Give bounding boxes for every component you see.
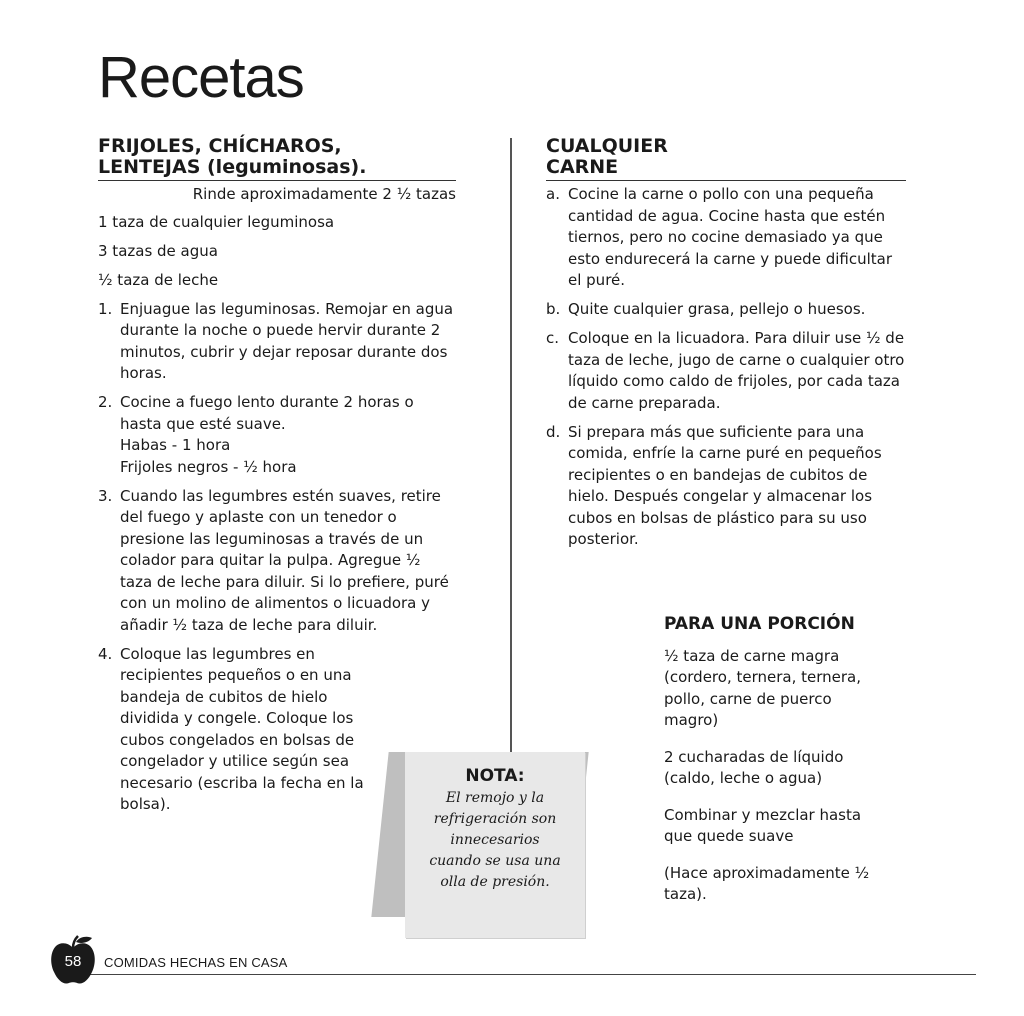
meat-heading-line1: CUALQUIER bbox=[546, 135, 668, 157]
step-letter: c. bbox=[546, 329, 560, 347]
step-letter: a. bbox=[546, 185, 560, 203]
portion-line: 2 cucharadas de líquido (caldo, leche o agua) bbox=[664, 747, 844, 787]
step-letter: b. bbox=[546, 300, 561, 318]
recipe-step-1 bbox=[98, 299, 456, 385]
ingredient-item: 1 taza de cualquier leguminosa bbox=[98, 212, 335, 231]
meat-recipe bbox=[546, 136, 906, 558]
single-portion-section bbox=[664, 614, 884, 921]
recipe-step-3 bbox=[98, 486, 456, 637]
portion-line: ½ taza de carne magra (cordero, ternera, ternera, pollo, carne de puerco magro) bbox=[664, 646, 861, 729]
step-number: 4. bbox=[98, 644, 113, 663]
footer-rule bbox=[60, 974, 976, 975]
step-text: Cocine a fuego lento durante 2 horas o hasta que esté suave. bbox=[120, 393, 414, 433]
recipe-step-2 bbox=[98, 392, 456, 478]
step-subitem: Frijoles negros - ½ hora bbox=[120, 457, 297, 476]
step-number: 1. bbox=[98, 299, 113, 318]
legumes-heading-line2: LENTEJAS (leguminosas). bbox=[98, 156, 367, 178]
step-subitem: Habas - 1 hora bbox=[120, 436, 231, 454]
step-text: Cuando las legumbres estén suaves, retire del fuego y aplaste con un tenedor o presione las leguminosas a través de un colador para quitar la pulpa. Agregue ½ taza de leche para diluir. Si lo prefiere, puré con un molino de alimentos o licuadora y añadir ½ taza de leche para diluir. bbox=[120, 486, 449, 634]
page-title: Recetas bbox=[98, 45, 304, 110]
note-card bbox=[405, 752, 585, 938]
footer-section-title: COMIDAS HECHAS EN CASA bbox=[104, 955, 288, 970]
meat-heading-line2: CARNE bbox=[546, 156, 619, 178]
meat-step-a bbox=[546, 184, 906, 292]
step-number: 2. bbox=[98, 393, 113, 411]
step-text: Cocine la carne o pollo con una pequeña cantidad de agua. Cocine hasta que estén tiernos, pero no cocine demasiado ya que esto endurecerá la carne y puede dificultar el puré. bbox=[568, 185, 892, 289]
meat-step-b bbox=[546, 299, 906, 321]
legumes-recipe bbox=[98, 136, 456, 823]
step-letter: d. bbox=[546, 422, 561, 441]
meat-heading bbox=[546, 136, 906, 181]
step-text: Coloque en la licuadora. Para diluir use ½ de taza de leche, jugo de carne o cualquier otro líquido como caldo de frijoles, por cada taza de carne preparada. bbox=[568, 329, 905, 412]
meat-step-c bbox=[546, 328, 908, 414]
recipe-yield: Rinde aproximadamente 2 ½ tazas bbox=[192, 185, 456, 203]
ingredient-item: 3 tazas de agua bbox=[98, 241, 218, 260]
note-body: El remojo y la refrigeración son innecesarios cuando se usa una olla de presión. bbox=[429, 790, 561, 890]
portion-line: (Hace aproximadamente ½ taza). bbox=[664, 863, 870, 903]
step-number: 3. bbox=[98, 486, 113, 505]
legumes-heading-line1: FRIJOLES, CHÍCHAROS, bbox=[98, 135, 342, 157]
ingredient-item: ½ taza de leche bbox=[98, 270, 219, 289]
step-text: Enjuague las leguminosas. Remojar en agua durante la noche o puede hervir durante 2 minutos, cubrir y dejar reposar durante dos horas. bbox=[120, 299, 454, 382]
note-title: NOTA: bbox=[465, 766, 525, 786]
recipe-step-4 bbox=[98, 644, 388, 816]
portion-line: Combinar y mezclar hasta que quede suave bbox=[664, 805, 862, 845]
meat-step-d bbox=[546, 422, 908, 551]
legumes-heading bbox=[98, 136, 456, 181]
step-text: Coloque las legumbres en recipientes pequeños o en una bandeja de cubitos de hielo dividida y congele. Coloque los cubos congelados en bolsas de congelador y utilice según sea necesario (escriba la fecha en la bolsa). bbox=[120, 644, 364, 813]
step-text: Quite cualquier grasa, pellejo o huesos. bbox=[568, 300, 866, 318]
portion-title: PARA UNA PORCIÓN bbox=[664, 614, 855, 634]
page-number: 58 bbox=[64, 953, 82, 970]
step-text: Si prepara más que suficiente para una comida, enfríe la carne puré en pequeños recipientes o en bandejas de cubitos de hielo. Después congelar y almacenar los cubos en bolsas de plástico para su uso posterior. bbox=[568, 422, 882, 548]
column-divider bbox=[510, 138, 512, 752]
